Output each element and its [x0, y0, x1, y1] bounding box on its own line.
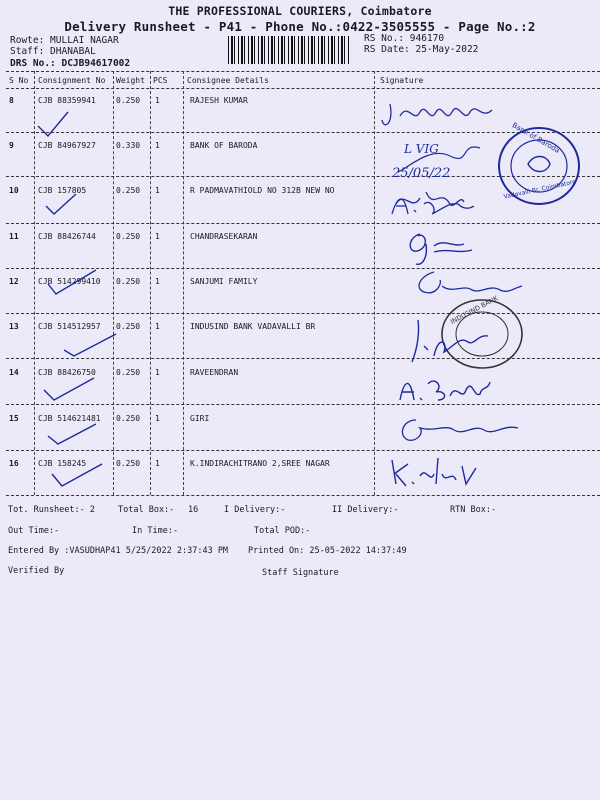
- checkmark-icon: [34, 104, 74, 144]
- row-sno: 9: [9, 141, 14, 150]
- drs-number: DRS No.: DCJB94617002: [10, 58, 131, 69]
- row-consignment: CJB 514299410: [38, 277, 101, 286]
- col-header-signature: Signature: [380, 76, 424, 85]
- route-label: Rowte: MULLAI NAGAR: [10, 35, 119, 46]
- entered-by: Entered By :VASUDHAP41 5/25/2022 2:37:43 PM: [8, 546, 229, 556]
- handwritten-text: L VIG: [404, 142, 439, 156]
- row-weight: 0.250: [116, 414, 141, 423]
- in-time: In Time:-: [132, 526, 179, 536]
- col-divider: [113, 71, 114, 495]
- checkmark-icon: [44, 268, 104, 298]
- total-box-value: 16: [188, 505, 199, 515]
- stamp-text: INDUSIND BANK: [449, 294, 500, 326]
- checkmark-icon: [44, 420, 104, 450]
- checkmark-icon: [48, 462, 108, 492]
- row-pcs: 1: [155, 368, 160, 377]
- runsheet-subtitle: Delivery Runsheet - P41 - Phone No.:0422-3505555 - Page No.:2: [64, 19, 536, 34]
- handwritten-signature: [404, 228, 484, 268]
- row-consignment: CJB 88426744: [38, 232, 96, 241]
- row-sno: 13: [9, 322, 19, 331]
- row-weight: 0.250: [116, 322, 141, 331]
- row-consignee: R PADMAVATHIOLD NO 312B NEW NO: [190, 186, 335, 195]
- handwritten-date: 25/05/22: [392, 166, 451, 181]
- row-consignee: K.INDIRACHITRANO 2,SREE NAGAR: [190, 459, 330, 468]
- verified-by: Verified By: [8, 566, 65, 576]
- row-consignee: BANK OF BARODA: [190, 141, 258, 150]
- row-pcs: 1: [155, 186, 160, 195]
- col-divider: [374, 71, 375, 495]
- table-top-rule: [6, 71, 600, 72]
- row-weight: 0.250: [116, 459, 141, 468]
- col-header-weight: Weight: [116, 76, 145, 85]
- row-weight: 0.250: [116, 96, 141, 105]
- row-consignee: SANJUMI FAMILY: [190, 277, 258, 286]
- row-sno: 15: [9, 414, 19, 423]
- row-consignment: CJB 88426750: [38, 368, 96, 377]
- row-consignment: CJB 514621481: [38, 414, 101, 423]
- col-header-pcs: PCS: [153, 76, 168, 85]
- handwritten-signature: [394, 414, 524, 448]
- handwritten-signature: [388, 190, 478, 220]
- row-consignment: CJB 514512957: [38, 322, 101, 331]
- row-sno: 10: [9, 186, 19, 195]
- printed-on: Printed On: 25-05-2022 14:37:49: [248, 546, 407, 556]
- total-pod: Total POD:-: [254, 526, 311, 536]
- handwritten-signature: [394, 372, 494, 406]
- row-rule: [6, 223, 600, 224]
- row-consignment: CJB 88359941: [38, 96, 96, 105]
- table-bottom-rule: [6, 495, 600, 496]
- out-time: Out Time:-: [8, 526, 60, 536]
- row-consignee: RAVEENDRAN: [190, 368, 239, 377]
- col-header-consignment: Consignment No: [38, 76, 106, 85]
- checkmark-icon: [42, 190, 82, 220]
- rtn-box: RTN Box:-: [450, 505, 497, 515]
- company-title: THE PROFESSIONAL COURIERS, Coimbatore: [168, 4, 432, 18]
- staff-label: Staff: DHANABAL: [10, 46, 96, 57]
- handwritten-signature: [408, 316, 498, 366]
- checkmark-icon: [60, 330, 120, 360]
- row-weight: 0.330: [116, 141, 141, 150]
- row-rule: [6, 450, 600, 451]
- col-divider: [150, 71, 151, 495]
- row-consignment: CJB 84967927: [38, 141, 96, 150]
- row-sno: 8: [9, 96, 14, 105]
- staff-signature: Staff Signature: [262, 568, 339, 578]
- row-sno: 11: [9, 232, 19, 241]
- handwritten-signature: [380, 94, 500, 134]
- row-consignment: CJB 157805: [38, 186, 87, 195]
- row-pcs: 1: [155, 414, 160, 423]
- row-pcs: 1: [155, 277, 160, 286]
- row-consignee: RAJESH KUMAR: [190, 96, 248, 105]
- row-pcs: 1: [155, 459, 160, 468]
- row-weight: 0.250: [116, 232, 141, 241]
- row-sno: 14: [9, 368, 19, 377]
- barcode-image: [228, 36, 350, 64]
- row-weight: 0.250: [116, 368, 141, 377]
- total-box-label: Total Box:-: [118, 505, 175, 515]
- row-weight: 0.250: [116, 277, 141, 286]
- row-weight: 0.250: [116, 186, 141, 195]
- row-consignee: GIRI: [190, 414, 210, 423]
- col-header-consignee: Consignee Details: [187, 76, 269, 85]
- rs-date: RS Date: 25-May-2022: [364, 44, 479, 55]
- checkmark-icon: [40, 376, 100, 406]
- row-pcs: 1: [155, 141, 160, 150]
- row-consignee: CHANDRASEKARAN: [190, 232, 258, 241]
- row-pcs: 1: [155, 232, 160, 241]
- row-pcs: 1: [155, 96, 160, 105]
- col-header-sno: S No: [9, 76, 29, 85]
- row-consignment: CJB 158245: [38, 459, 87, 468]
- i-delivery: I Delivery:-: [224, 505, 286, 515]
- handwritten-signature: [386, 456, 486, 490]
- total-runsheet: Tot. Runsheet:- 2: [8, 505, 95, 515]
- row-consignee: INDUSIND BANK VADAVALLI BR: [190, 322, 316, 331]
- rs-number: RS No.: 946170: [364, 33, 445, 44]
- ii-delivery: II Delivery:-: [332, 505, 399, 515]
- row-pcs: 1: [155, 322, 160, 331]
- col-divider: [183, 71, 184, 495]
- row-sno: 16: [9, 459, 19, 468]
- stamp-text: Vadavalli Br. Coimbatore: [503, 178, 577, 201]
- table-header-rule: [6, 88, 600, 89]
- row-sno: 12: [9, 277, 19, 286]
- stamp-text: Bank of Baroda: [510, 121, 562, 155]
